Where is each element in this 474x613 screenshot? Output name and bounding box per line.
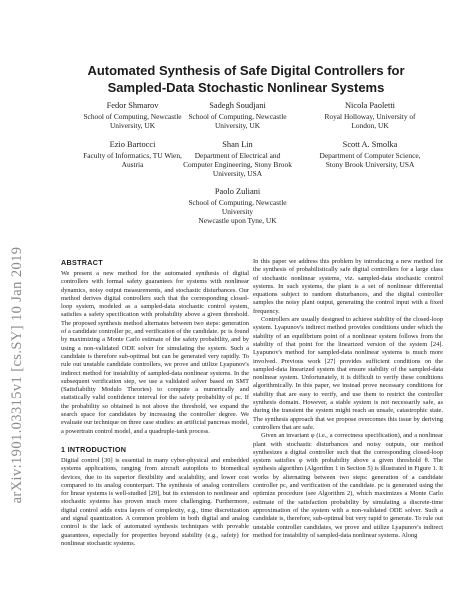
author-affiliation: London, UK [351,121,389,130]
author-block [305,100,435,130]
author-affiliation: University, UK [109,121,156,130]
left-column [61,258,249,548]
body-paragraph: Given an invariant φ (i.e., a correctness specification), and a nonlinear plant with stochastic disturbances and noisy outputs, our method synthesizes a digital controller such that the corresponding closed-loop system satisfies φ with probability above a given threshold θ. The synthesis algorithm (Algorithm 1 in Section 5) is illustrated in Figure 1. It works by alternating between two steps: generation of a candidate controller pc, and verification of the candidate. pc is generated using the optimize procedure (see Algorithm 2), which maximizes a Monte Carlo estimate of the satisfaction probability by simulating a discrete-time approximation of the system with a non-validated ODE solver. Such a candidate is, therefore, sub-optimal but very rapid to generate. To rule out unstable controller candidates, we prove and utilize Lyapunov's indirect method for instability of sampled-data nonlinear systems. Along [253,432,443,539]
author-block [170,186,305,225]
arxiv-side-stamp [6,150,28,600]
author-block [305,139,435,169]
abstract-text: We present a new method for the automated synthesis of digital controllers with formal safety guarantees for systems with nonlinear dynamics, noisy output measurements, and stochastic disturbances. Our method derives digital controllers such that the corresponding closed-loop system, modeled as a sampled-data stochastic control system, satisfies a safety specification with probability above a given threshold. The proposed synthesis method alternates between two steps: generation of a candidate controller pc, and verification of the candidate. pc is found by maximizing a Monte Carlo estimate of the safety probability, and by using a non-validated ODE solver for simulating the system. Such a candidate is therefore sub-optimal but can be generated very rapidly. To rule out unstable candidate controllers, we prove and utilize Lyapunov's indirect method for instability of sampled-data nonlinear systems. In the subsequent verification step, we use a validated solver based on SMT (Satisfiability Modulo Theories) to compute a numerically and statistically valid confidence interval for the safety probability of pc. If the probability so obtained is not above the threshold, we expand the search space for candidates by increasing the controller degree. We evaluate our technique on three case studies: an artificial pancreas model, a powertrain control model, and a quadruple-tank process. [61,270,249,435]
title-line-1: Automated Synthesis of Safe Digital Controllers for [87,63,405,78]
title-line-2: Sampled-Data Stochastic Nonlinear Systems [107,80,385,95]
body-paragraph: Controllers are usually designed to achieve stability of the closed-loop system. Lyapunov's indirect method provides conditions under which the stability of an equilibrium point of a nonlinear system follows from the stability of that point for the linearized version of the system [24]. Lyapunov's method for sampled-data nonlinear systems is much more involved. Previous work [27] provides sufficient conditions on the sampled-data linearized system that ensure stability of the sampled-data nonlinear system. Unfortunately, it is difficult to verify these conditions algorithmically. In this paper, we instead prove necessary conditions for stability that are easy to verify, and use them to restrict the controller synthesis domain. However, a stable system is not necessarily safe, as during the transient the system might reach an unsafe, catastrophic state. The synthesis approach that we propose overcomes this issue by deriving controllers that are safe. [253,316,443,431]
author-affiliation: University, UK [214,121,261,130]
paper-title [50,62,442,96]
author-affiliation: Austria [121,160,144,169]
abstract-heading: ABSTRACT [61,258,103,267]
author-affiliation: Department of Computer Science, [319,151,421,160]
author-affiliation: Faculty of Informatics, TU Wien, [83,151,182,160]
author-name: Sadegh Soudjani [209,101,266,110]
author-affiliation: Computer Engineering, Stony Brook [183,160,292,169]
author-block [170,100,305,130]
author-block [165,139,310,178]
author-name: Nicola Paoletti [344,101,395,110]
author-affiliation: Department of Electrical and [194,151,281,160]
right-column [253,258,443,540]
introduction-paragraph: Digital control [30] is essential in many cyber-physical and embedded systems applications, ranging from aircraft autopilots to biomedical devices, due to its superior flexibility and scalability, and lower cost compared to its analog counterpart. The synthesis of analog controllers for linear systems is well-studied [29], but its extension to nonlinear and stochastic systems has proven much more challenging. Furthermore, digital control adds extra layers of complexity, e.g., time discretization and signal quantization. A common problem in both digital and analog control is the lack of automated synthesis techniques with provable guarantees, especially for properties beyond stability (e.g., safety) for nonlinear stochastic systems. [61,456,249,547]
author-name: Fedor Shmarov [106,101,159,110]
author-affiliation: University [221,207,254,216]
author-name: Paolo Zuliani [214,187,261,196]
author-affiliation: School of Computing, Newcastle [188,198,287,207]
author-name: Scott A. Smolka [342,140,398,149]
author-affiliation: University, USA [212,169,263,178]
arxiv-identifier: arXiv:1901.03315v1 [cs.SY] 10 Jan 2019 [9,246,25,504]
author-name: Shan Lin [222,140,253,149]
author-affiliation: Stony Brook University, USA [325,160,415,169]
author-affiliation: School of Computing, Newcastle [188,112,287,121]
author-affiliation: Royal Holloway, University of [324,112,416,121]
author-name: Ezio Bartocci [109,140,156,149]
author-affiliation: Newcastle upon Tyne, UK [198,216,277,225]
introduction-heading: 1 INTRODUCTION [61,444,127,454]
author-affiliation: School of Computing, Newcastle [83,112,182,121]
body-paragraph: In this paper we address this problem by introducing a new method for the synthesis of probabilistically safe digital controllers for a large class of stochastic nonlinear systems, viz. sampled-data stochastic control systems. In such systems, the plant is a set of nonlinear differential equations subject to random disturbances, and the digital controller samples the noisy plant output, generating the control input with a fixed frequency. [253,258,443,315]
